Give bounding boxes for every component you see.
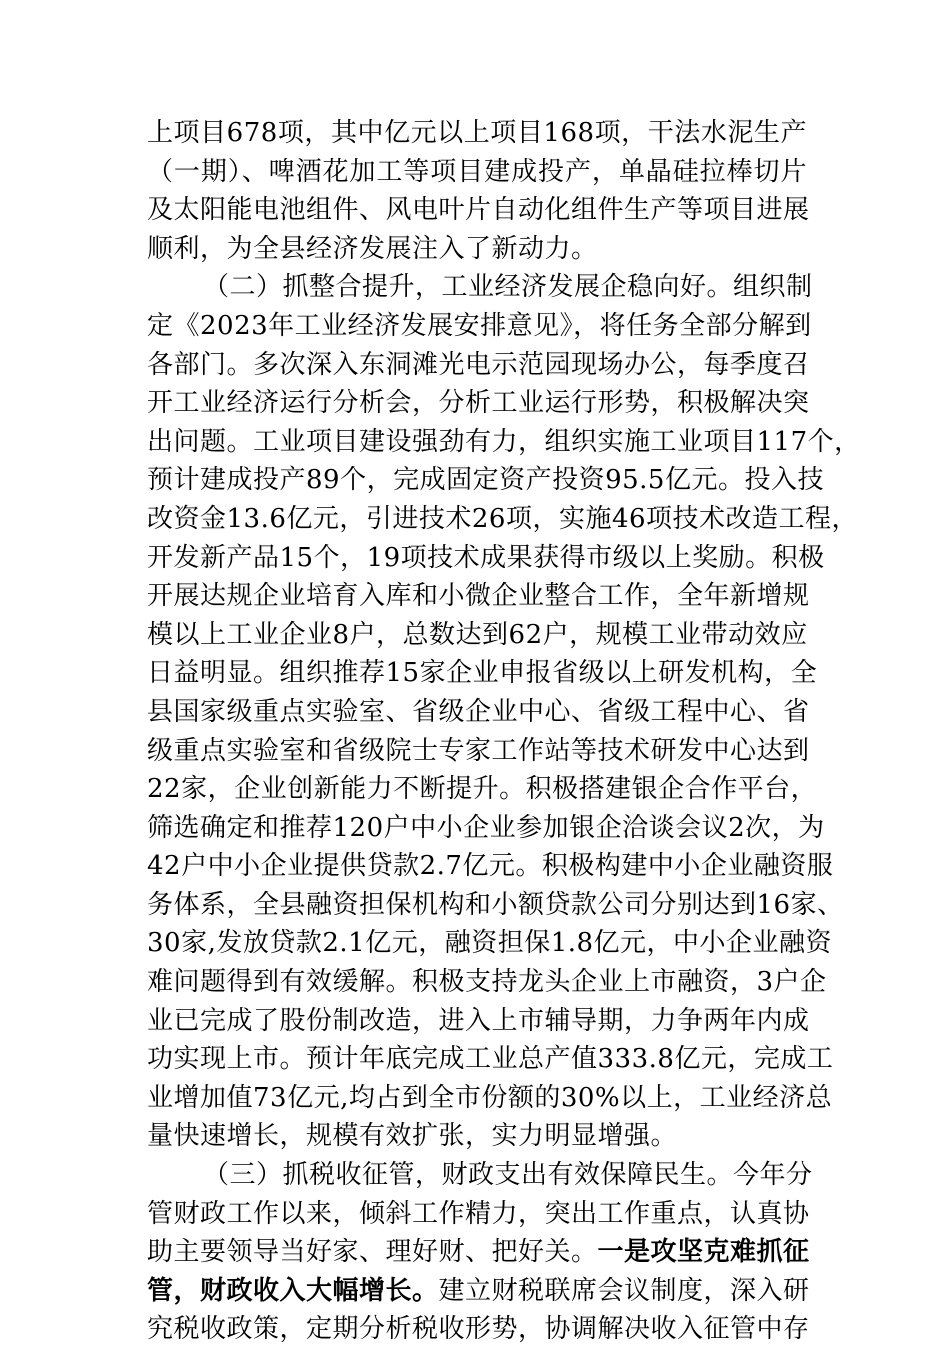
text-segment: 量快速增长，规模有效扩张，实力明显增强。 (147, 1121, 678, 1152)
text-line (147, 153, 807, 192)
text-segment: 各部门。多次深入东洞滩光电示范园现场办公，每季度召 (147, 349, 810, 380)
text-line (147, 500, 859, 539)
text-segment: 42户中小企业提供贷款2.7亿元。积极构建中小企业融资服 (147, 851, 834, 882)
text-line (147, 1156, 813, 1195)
text-line (147, 114, 807, 153)
text-segment: 功实现上市。预计年底完成工业总产值333.8亿元，完成工 (147, 1044, 834, 1075)
text-line (147, 230, 807, 269)
text-line (147, 1040, 834, 1079)
text-segment: 改资金13.6亿元，引进技术26项，实施46项技术改造工程， (147, 503, 859, 534)
text-segment: 出问题。工业项目建设强劲有力，组织实施工业项目117个， (147, 426, 861, 457)
bold-text-segment: 一是攻坚克难抓征 (597, 1237, 810, 1268)
text-line (147, 191, 810, 230)
text-segment: 预计建成投产89个，完成固定资产投资95.5亿元。投入技 (147, 465, 824, 496)
text-line (147, 809, 825, 848)
text-segment: 建立财税联席会议制度，深入研 (438, 1275, 810, 1306)
text-line (147, 461, 824, 500)
text-line (147, 1233, 810, 1272)
text-segment: 22家，企业创新能力不断提升。积极搭建银企合作平台， (147, 774, 818, 805)
text-line (147, 693, 810, 732)
text-segment: 务体系，全县融资担保机构和小额贷款公司分别达到16家、 (147, 889, 844, 920)
bold-text-segment: 管，财政收入大幅增长。 (147, 1275, 439, 1306)
text-line (147, 307, 812, 346)
text-line (147, 1117, 807, 1156)
text-segment: 组织制 (733, 272, 813, 303)
text-line (147, 1195, 810, 1234)
text-segment: 级重点实验室和省级院士专家工作站等技术研发中心达到 (147, 735, 810, 766)
text-segment: 助主要领导当好家、理好财、把好关。 (147, 1237, 598, 1268)
text-line (147, 346, 810, 385)
text-line (147, 1310, 810, 1349)
text-segment: 管财政工作以来，倾斜工作精力，突出工作重点，认真协 (147, 1198, 810, 1229)
text-segment: （一期）、啤酒花加工等项目建成投产，单晶硅拉棒切片 (147, 156, 807, 187)
text-segment: 业增加值73亿元,均占到全市份额的30%以上，工业经济总 (147, 1082, 833, 1113)
text-segment: 开发新产品15个，19项技术成果获得市级以上奖励。积极 (147, 542, 825, 573)
text-segment: 开展达规企业培育入库和小微企业整合工作，全年新增规 (147, 581, 810, 612)
text-segment: （二）抓整合提升，工业经济发展企稳向好。 (203, 272, 734, 303)
text-line (147, 1002, 810, 1041)
text-line (147, 539, 825, 578)
text-segment: 模以上工业企业8户，总数达到62户，规模工业带动效应 (147, 619, 808, 650)
text-line (147, 654, 818, 693)
text-line (147, 268, 813, 307)
text-segment: 定《2023年工业经济发展安排意见》，将任务全部分解到 (147, 310, 812, 341)
text-segment: 今年分 (733, 1160, 813, 1191)
text-segment: 业已完成了股份制改造，进入上市辅导期，力争两年内成 (147, 1005, 810, 1036)
text-line (147, 384, 810, 423)
text-line (147, 963, 827, 1002)
text-line (147, 886, 844, 925)
text-segment: 筛选确定和推荐120户中小企业参加银企洽谈会议2次，为 (147, 812, 825, 843)
text-line (147, 770, 818, 809)
text-line (147, 732, 810, 771)
text-segment: 难问题得到有效缓解。积极支持龙头企业上市融资，3户企 (147, 967, 827, 998)
text-line (147, 616, 807, 655)
text-segment: 开工业经济运行分析会，分析工业运行形势，积极解决突 (147, 388, 810, 419)
text-segment: 及太阳能电池组件、风电叶片自动化组件生产等项目进展 (147, 195, 810, 226)
text-line (147, 847, 834, 886)
body-text (147, 114, 861, 1349)
text-segment: 究税收政策，定期分析税收形势，协调解决收入征管中存 (147, 1314, 810, 1345)
text-line (147, 1272, 810, 1311)
text-segment: 30家,发放贷款2.1亿元，融资担保1.8亿元，中小企业融资 (147, 928, 833, 959)
text-segment: 上项目678项，其中亿元以上项目168项，干法水泥生产 (147, 118, 807, 148)
text-segment: 日益明显。组织推荐15家企业申报省级以上研发机构，全 (147, 658, 818, 689)
text-line (147, 1079, 833, 1118)
text-segment: （三）抓税收征管，财政支出有效保障民生。 (203, 1160, 734, 1191)
text-line (147, 423, 861, 462)
text-segment: 顺利，为全县经济发展注入了新动力。 (147, 233, 598, 264)
text-segment: 县国家级重点实验室、省级企业中心、省级工程中心、省 (147, 696, 810, 727)
text-line (147, 577, 810, 616)
text-line (147, 924, 833, 963)
